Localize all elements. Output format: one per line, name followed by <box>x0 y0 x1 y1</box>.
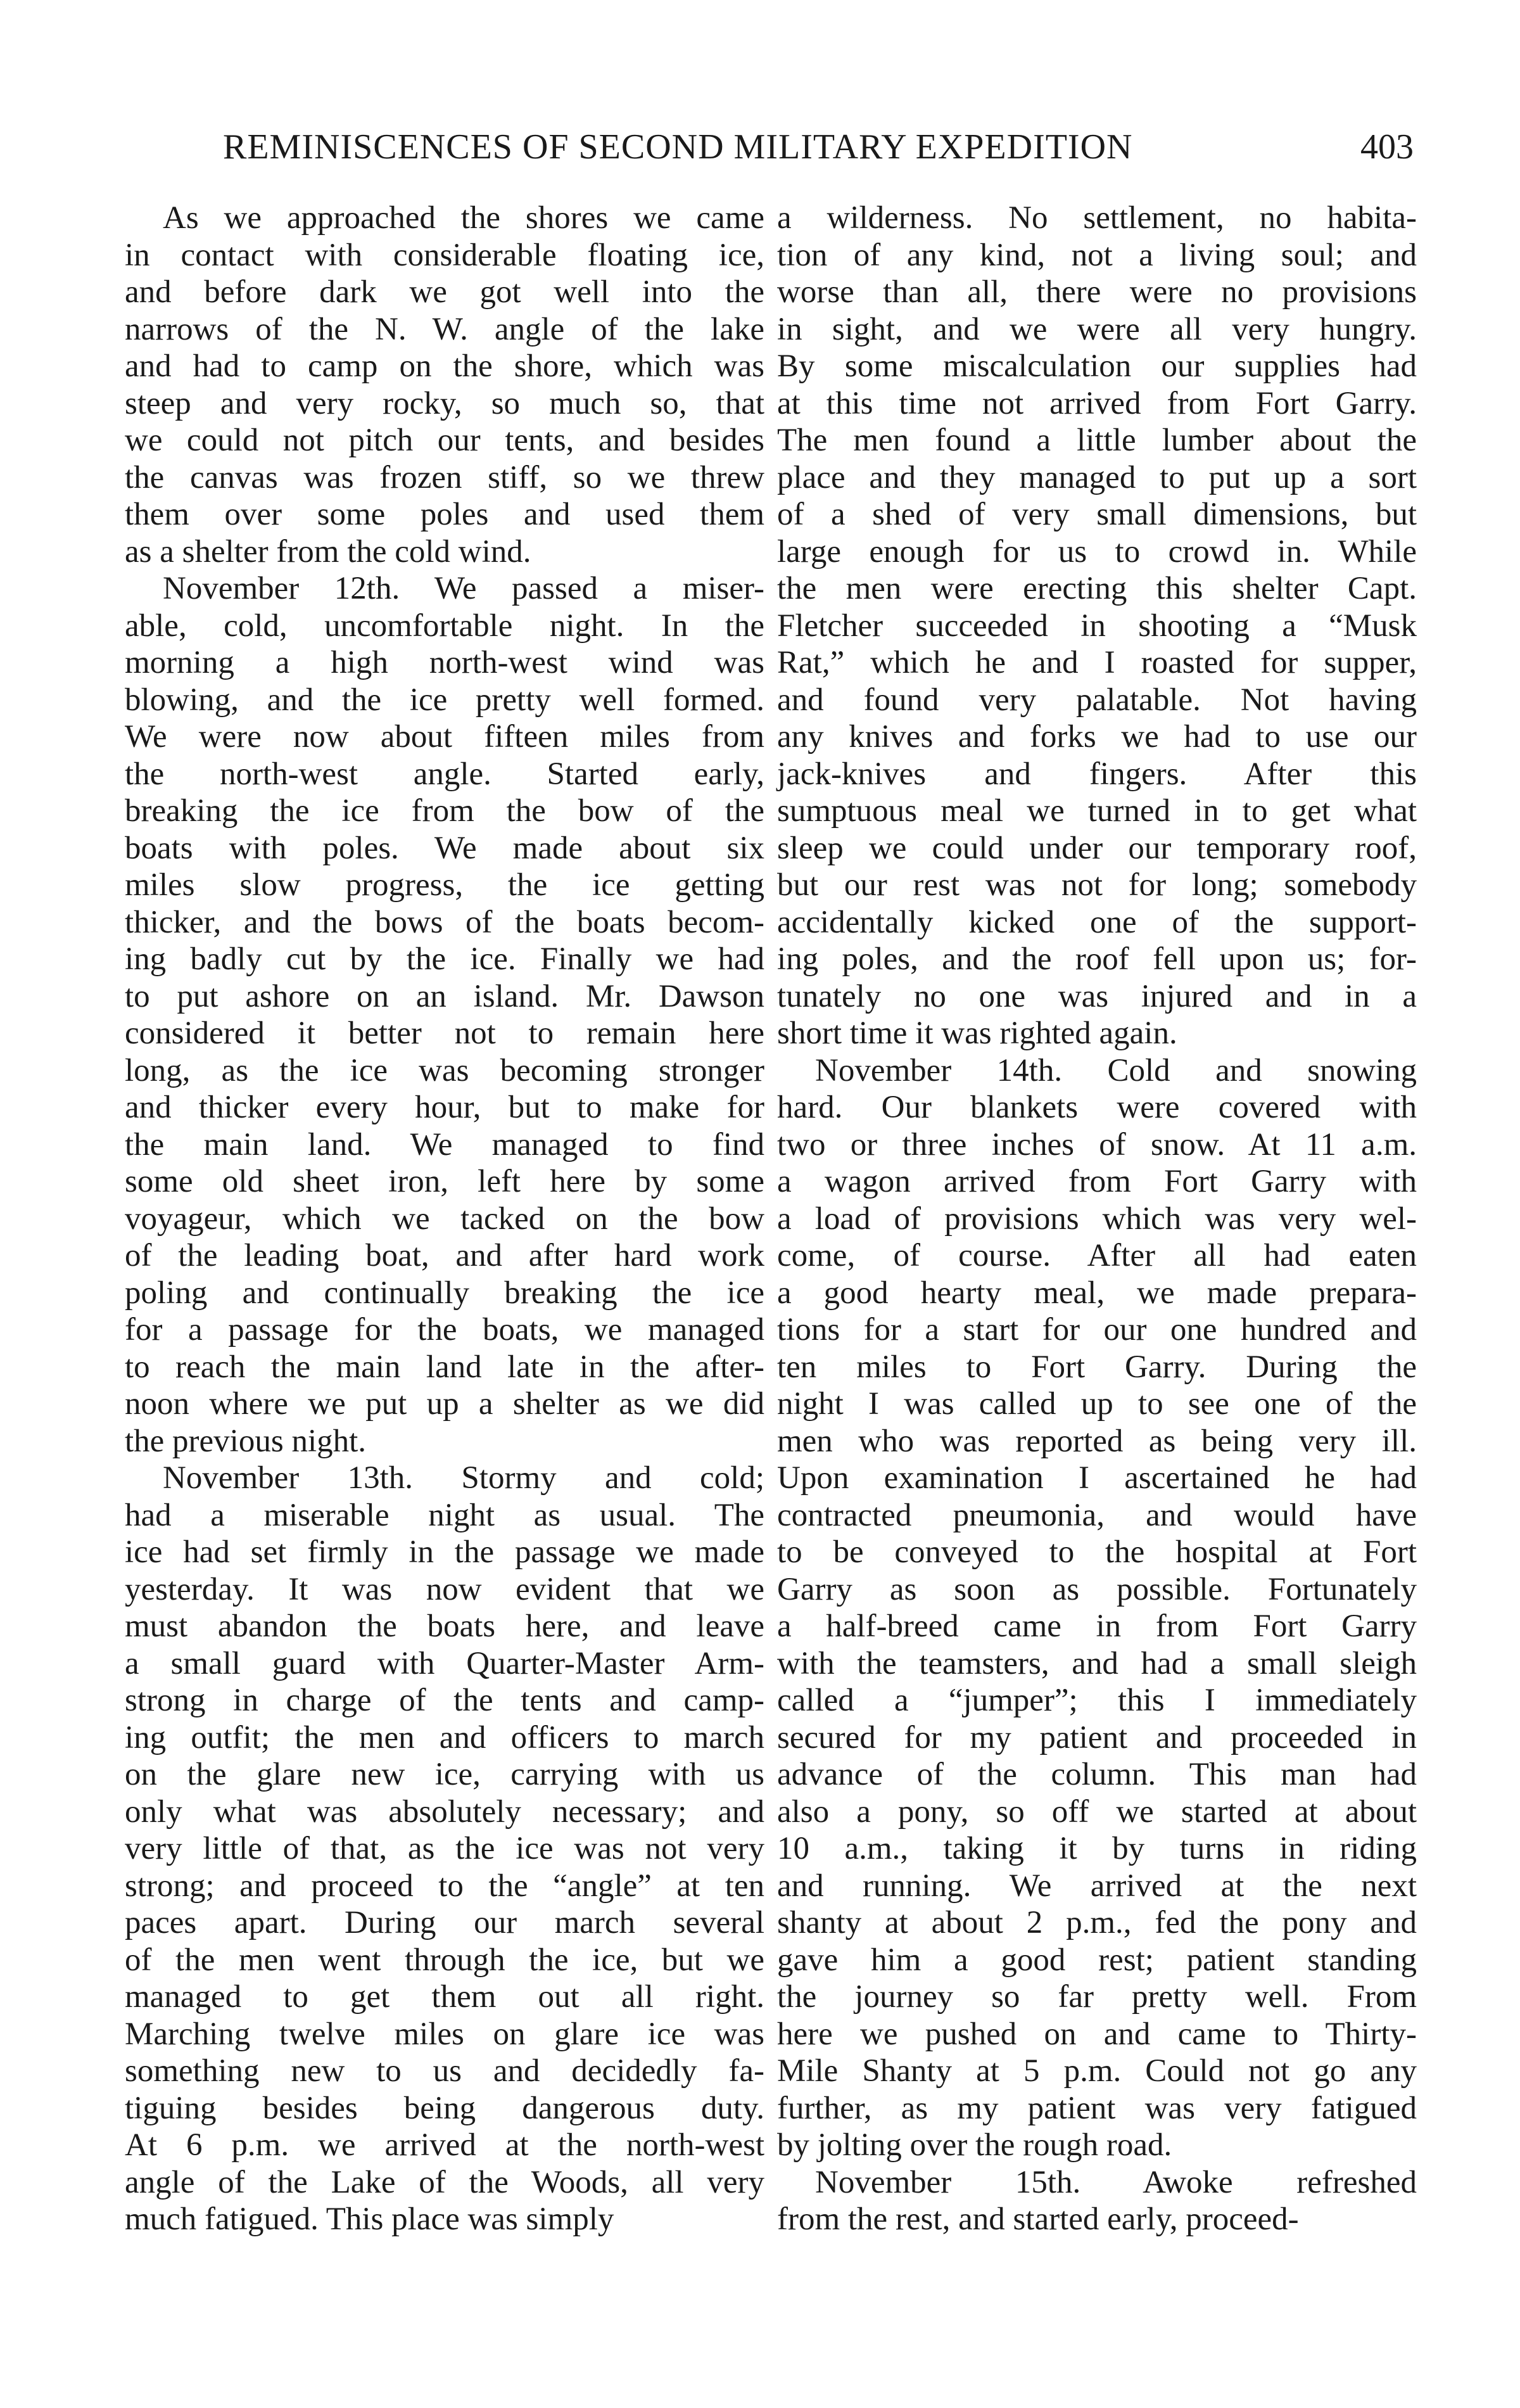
text-line: night I was called up to see one of the <box>777 1386 1417 1422</box>
text-line: for a passage for the boats, we managed <box>125 1312 764 1347</box>
paragraph <box>125 570 764 1460</box>
text-line: and had to camp on the shore, which was <box>125 348 764 384</box>
text-line: worse than all, there were no provisions <box>777 274 1417 310</box>
text-line: tion of any kind, not a living soul; and <box>777 237 1417 273</box>
text-line: a half-breed came in from Fort Garry <box>777 1609 1417 1644</box>
text-line: Rat,” which he and I roasted for supper, <box>777 645 1417 680</box>
text-line: contracted pneumonia, and would have <box>777 1497 1417 1533</box>
text-line: and found very palatable. Not having <box>777 682 1417 718</box>
text-line: ice had set firmly in the passage we made <box>125 1534 764 1570</box>
running-title: REMINISCENCES OF SECOND MILITARY EXPEDITION <box>223 127 1133 167</box>
text-line: something new to us and decidedly fa- <box>125 2053 764 2089</box>
text-line: breaking the ice from the bow of the <box>125 793 764 829</box>
text-line: a wilderness. No settlement, no habita- <box>777 200 1417 236</box>
text-line: considered it better not to remain here <box>125 1016 764 1051</box>
paragraph <box>125 1460 764 2238</box>
text-line: from the rest, and started early, proceed- <box>777 2201 1299 2237</box>
text-line: also a pony, so off we started at about <box>777 1793 1417 1830</box>
text-line: them over some poles and used them <box>125 497 764 532</box>
text-line: Fletcher succeeded in shooting a “Musk <box>777 608 1417 644</box>
text-line: November 15th. Awoke refreshed <box>815 2164 1417 2200</box>
text-line: in contact with considerable floating ice, <box>125 237 764 273</box>
text-line: to put ashore on an island. Mr. Dawson <box>125 978 764 1014</box>
paragraph <box>777 1052 1417 2164</box>
text-line: poling and continually breaking the ice <box>125 1275 764 1311</box>
paragraph <box>777 2164 1417 2238</box>
text-line: shanty at about 2 p.m., fed the pony and <box>777 1905 1417 1940</box>
text-line: Marching twelve miles on glare ice was <box>125 2016 764 2052</box>
text-line: Mile Shanty at 5 p.m. Could not go any <box>777 2053 1417 2089</box>
text-line: very little of that, as the ice was not very <box>125 1831 764 1866</box>
text-line: We were now about fifteen miles from <box>125 719 764 755</box>
text-line: hard. Our blankets were covered with <box>777 1090 1417 1125</box>
text-line: much fatigued. This place was simply <box>125 2201 614 2237</box>
paragraph <box>125 200 764 570</box>
text-line: Upon examination I ascertained he had <box>777 1460 1417 1496</box>
text-line: ing poles, and the roof fell upon us; for- <box>777 941 1417 977</box>
paragraph <box>777 200 1417 1052</box>
text-line: secured for my patient and proceeded in <box>777 1719 1417 1755</box>
text-line: narrows of the N. W. angle of the lake <box>125 311 764 347</box>
text-line: we could not pitch our tents, and besides <box>125 423 764 458</box>
text-line: the north-west angle. Started early, <box>125 756 764 792</box>
text-line: men who was reported as being very ill. <box>777 1423 1417 1459</box>
text-line: and thicker every hour, but to make for <box>125 1090 764 1125</box>
text-line: miles slow progress, the ice getting <box>125 867 764 903</box>
text-line: large enough for us to crowd in. While <box>777 533 1417 570</box>
text-line: a wagon arrived from Fort Garry with <box>777 1164 1417 1199</box>
text-line: advance of the column. This man had <box>777 1757 1417 1792</box>
text-line: as a shelter from the cold wind. <box>125 533 531 570</box>
page-number: 403 <box>1360 127 1414 167</box>
text-line: By some miscalculation our supplies had <box>777 348 1417 384</box>
text-line: short time it was righted again. <box>777 1016 1177 1051</box>
text-line: the main land. We managed to find <box>125 1126 764 1163</box>
text-line: the canvas was frozen stiff, so we threw <box>125 459 764 495</box>
text-line: here we pushed on and came to Thirty- <box>777 2016 1417 2052</box>
text-line: November 14th. Cold and snowing <box>815 1052 1417 1088</box>
text-line: any knives and forks we had to use our <box>777 719 1417 755</box>
text-line: some old sheet iron, left here by some <box>125 1164 764 1199</box>
text-line: November 12th. We passed a miser- <box>163 571 764 606</box>
text-line: on the glare new ice, carrying with us <box>125 1757 764 1792</box>
text-line: steep and very rocky, so much so, that <box>125 385 764 421</box>
text-line: of the men went through the ice, but we <box>125 1942 764 1978</box>
text-line: the journey so far pretty well. From <box>777 1979 1417 2015</box>
text-line: called a “jumper”; this I immediately <box>777 1683 1417 1718</box>
text-line: tions for a start for our one hundred and <box>777 1312 1417 1347</box>
text-line: but our rest was not for long; somebody <box>777 867 1417 903</box>
text-line: gave him a good rest; patient standing <box>777 1942 1417 1978</box>
text-line: sumptuous meal we turned in to get what <box>777 793 1417 829</box>
text-line: noon where we put up a shelter as we did <box>125 1386 764 1422</box>
text-line: sleep we could under our temporary roof, <box>777 830 1417 866</box>
running-header <box>223 122 1414 172</box>
text-line: two or three inches of snow. At 11 a.m. <box>777 1126 1417 1163</box>
text-line: The men found a little lumber about the <box>777 423 1417 458</box>
left-column <box>125 200 764 2238</box>
text-line: to be conveyed to the hospital at Fort <box>777 1534 1417 1570</box>
text-line: a load of provisions which was very wel- <box>777 1201 1417 1237</box>
text-line: had a miserable night as usual. The <box>125 1497 764 1533</box>
text-line: ten miles to Fort Garry. During the <box>777 1349 1417 1385</box>
text-line: yesterday. It was now evident that we <box>125 1571 764 1607</box>
text-line: place and they managed to put up a sort <box>777 459 1417 495</box>
text-line: by jolting over the rough road. <box>777 2127 1172 2163</box>
text-line: strong; and proceed to the “angle” at ten <box>125 1868 764 1904</box>
right-column <box>777 200 1417 2238</box>
text-line: must abandon the boats here, and leave <box>125 1609 764 1644</box>
text-line: blowing, and the ice pretty well formed. <box>125 682 764 718</box>
text-line: morning a high north-west wind was <box>125 645 764 680</box>
text-line: thicker, and the bows of the boats becom- <box>125 904 764 940</box>
text-line: paces apart. During our march several <box>125 1905 764 1940</box>
text-line: at this time not arrived from Fort Garry. <box>777 385 1417 421</box>
text-line: able, cold, uncomfortable night. In the <box>125 608 764 644</box>
text-line: with the teamsters, and had a small sleigh <box>777 1645 1417 1681</box>
text-line: to reach the main land late in the after- <box>125 1349 764 1385</box>
text-line: strong in charge of the tents and camp- <box>125 1683 764 1718</box>
text-line: 10 a.m., taking it by turns in riding <box>777 1831 1417 1866</box>
text-line: Garry as soon as possible. Fortunately <box>777 1571 1417 1607</box>
text-line: only what was absolutely necessary; and <box>125 1793 764 1830</box>
text-line: the previous night. <box>125 1423 367 1459</box>
text-line: further, as my patient was very fatigued <box>777 2090 1417 2126</box>
text-line: ing outfit; the men and officers to march <box>125 1719 764 1755</box>
text-line: As we approached the shores we came <box>163 200 764 236</box>
text-line: tunately no one was injured and in a <box>777 978 1417 1014</box>
text-line: November 13th. Stormy and cold; <box>163 1460 764 1496</box>
text-line: the men were erecting this shelter Capt. <box>777 571 1417 606</box>
text-line: of the leading boat, and after hard work <box>125 1238 764 1273</box>
text-line: ing badly cut by the ice. Finally we had <box>125 941 764 977</box>
text-line: in sight, and we were all very hungry. <box>777 311 1417 347</box>
text-line: come, of course. After all had eaten <box>777 1238 1417 1273</box>
text-line: and before dark we got well into the <box>125 274 764 310</box>
text-line: a good hearty meal, we made prepara- <box>777 1275 1417 1311</box>
text-line: jack-knives and fingers. After this <box>777 756 1417 792</box>
text-line: accidentally kicked one of the support- <box>777 904 1417 940</box>
text-line: long, as the ice was becoming stronger <box>125 1052 764 1088</box>
text-line: voyageur, which we tacked on the bow <box>125 1201 764 1237</box>
text-line: of a shed of very small dimensions, but <box>777 497 1417 532</box>
text-line: boats with poles. We made about six <box>125 830 764 866</box>
text-line: tiguing besides being dangerous duty. <box>125 2090 764 2126</box>
text-line: and running. We arrived at the next <box>777 1868 1417 1904</box>
text-line: angle of the Lake of the Woods, all very <box>125 2164 764 2200</box>
text-line: managed to get them out all right. <box>125 1979 764 2015</box>
text-line: At 6 p.m. we arrived at the north-west <box>125 2127 764 2163</box>
text-line: a small guard with Quarter-Master Arm- <box>125 1645 764 1681</box>
